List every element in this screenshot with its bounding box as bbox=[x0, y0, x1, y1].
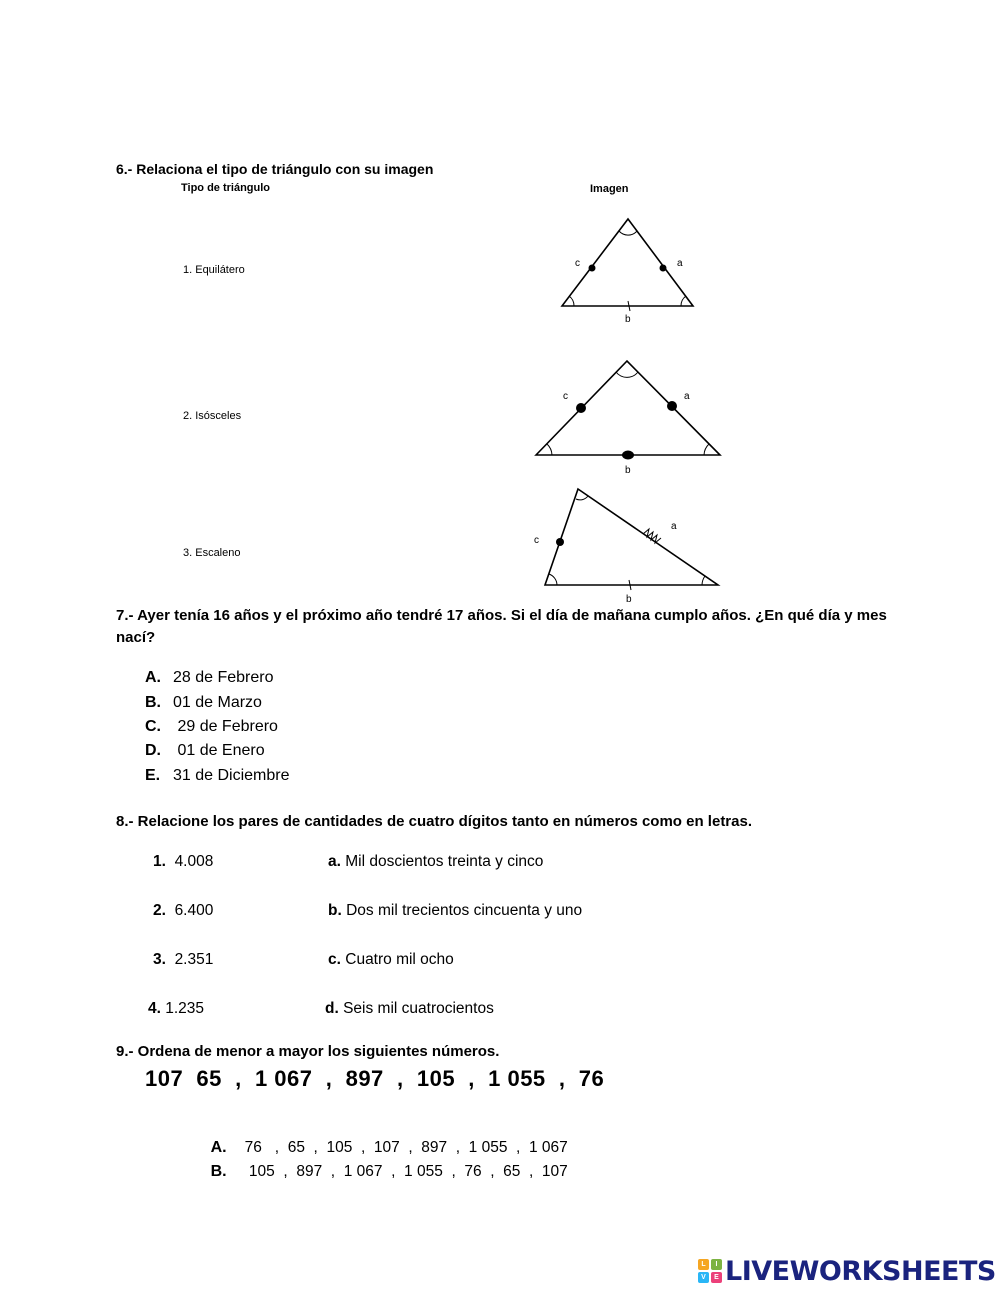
triangle-2-shape bbox=[536, 361, 720, 455]
triangle-3-label-c: c bbox=[534, 535, 539, 546]
q8-word-b bbox=[328, 902, 582, 920]
q7-title-line2: nací? bbox=[116, 629, 156, 646]
q9-option-a-text: 76 , 65 , 105 , 107 , 897 , 1 055 , 1 067 bbox=[244, 1139, 568, 1156]
logo-tile-l: L bbox=[698, 1259, 709, 1270]
triangle-2-label-a: a bbox=[684, 391, 690, 402]
triangle-1-left-angle bbox=[569, 296, 574, 306]
triangle-2-dot-a bbox=[667, 401, 677, 411]
q8-word-b-value: Dos mil trecientos cincuenta y uno bbox=[346, 902, 583, 919]
triangle-3-right-angle bbox=[702, 576, 705, 585]
triangle-3-label-b: b bbox=[626, 594, 632, 605]
triangle-1-label-b: b bbox=[625, 314, 631, 325]
q6-col-image-header: Imagen bbox=[590, 183, 629, 195]
logo-tile-v: V bbox=[698, 1272, 709, 1283]
triangle-image-3 bbox=[525, 482, 740, 607]
q7-option-e-text: 31 de Diciembre bbox=[173, 767, 290, 784]
q7-option-c-text: 29 de Febrero bbox=[173, 718, 278, 735]
q9-option-b-text: 105 , 897 , 1 067 , 1 055 , 76 , 65 , 107 bbox=[244, 1163, 568, 1180]
q8-number-3-value: 2.351 bbox=[174, 951, 214, 968]
q8-word-a-index: a. bbox=[328, 853, 341, 870]
q8-number-1 bbox=[153, 853, 213, 871]
q7-option-c[interactable] bbox=[145, 718, 278, 736]
q7-option-a[interactable] bbox=[145, 669, 274, 687]
q8-number-2 bbox=[153, 902, 213, 920]
q6-item-isosceles: 2. Isósceles bbox=[183, 410, 242, 422]
q7-option-e-letter: E. bbox=[145, 767, 161, 784]
triangle-3-label-a: a bbox=[671, 521, 677, 532]
logo-text: LIVEWORKSHEETS bbox=[725, 1255, 996, 1287]
q8-word-c-index: c. bbox=[328, 951, 341, 968]
q6-title: 6.- Relaciona el tipo de triángulo con su imagen bbox=[116, 161, 434, 177]
logo-tile-e: E bbox=[711, 1272, 722, 1283]
triangle-2-dot-c bbox=[576, 403, 586, 413]
q6-item-equilatero: 1. Equilátero bbox=[183, 264, 245, 276]
triangle-2-left-angle bbox=[547, 444, 552, 455]
q8-word-c bbox=[328, 951, 454, 969]
triangle-1-shape bbox=[562, 219, 693, 306]
triangle-1-dot-c bbox=[589, 265, 596, 272]
q9-option-b[interactable] bbox=[202, 1145, 568, 1181]
q8-number-1-index: 1. bbox=[153, 853, 166, 870]
q7-option-b-text: 01 de Marzo bbox=[173, 694, 262, 711]
q7-option-d[interactable] bbox=[145, 742, 265, 760]
q7-option-d-letter: D. bbox=[145, 742, 161, 759]
triangle-2-right-angle bbox=[704, 444, 709, 455]
q8-word-a bbox=[328, 853, 543, 871]
triangle-3-shape bbox=[545, 489, 718, 585]
triangle-1-label-c: c bbox=[575, 258, 580, 269]
q8-number-4-index: 4. bbox=[148, 1000, 161, 1017]
q7-option-b[interactable] bbox=[145, 694, 262, 712]
q8-number-4 bbox=[148, 1000, 204, 1018]
triangle-3-top-angle bbox=[576, 496, 588, 500]
q7-title-line1: 7.- Ayer tenía 16 años y el próximo año tendré 17 años. Si el día de mañana cumplo años. ¿En qué día y mes bbox=[116, 607, 887, 624]
triangle-image-1 bbox=[540, 200, 730, 330]
q9-title: 9.- Ordena de menor a mayor los siguientes números. bbox=[116, 1043, 500, 1060]
q7-option-c-letter: C. bbox=[145, 718, 161, 735]
logo-tiles-icon bbox=[698, 1259, 722, 1283]
q9-option-b-letter: B. bbox=[210, 1163, 227, 1180]
q6-col-type-header: Tipo de triángulo bbox=[181, 182, 271, 194]
triangle-1-dot-a bbox=[660, 265, 667, 272]
q7-option-d-text: 01 de Enero bbox=[173, 742, 265, 759]
q8-number-3-index: 3. bbox=[153, 951, 166, 968]
triangle-3-dot-c bbox=[556, 538, 564, 546]
q8-word-d-value: Seis mil cuatrocientos bbox=[343, 1000, 494, 1017]
q7-option-a-letter: A. bbox=[145, 669, 161, 686]
q8-word-a-value: Mil doscientos treinta y cinco bbox=[345, 853, 544, 870]
q8-title: 8.- Relacione los pares de cantidades de cuatro dígitos tanto en números como en letras. bbox=[116, 813, 752, 830]
triangle-2-top-angle bbox=[616, 372, 638, 377]
q8-number-4-value: 1.235 bbox=[165, 1000, 205, 1017]
q8-number-1-value: 4.008 bbox=[174, 853, 214, 870]
q7-option-a-text: 28 de Febrero bbox=[173, 669, 274, 686]
q8-word-d-index: d. bbox=[325, 1000, 339, 1017]
q9-option-a-letter: A. bbox=[210, 1139, 227, 1156]
q8-number-2-index: 2. bbox=[153, 902, 166, 919]
triangle-2-dot-b bbox=[622, 451, 634, 460]
q9-numbers: 107 65 , 1 067 , 897 , 105 , 1 055 , 76 bbox=[145, 1066, 605, 1091]
q8-number-3 bbox=[153, 951, 213, 969]
q8-word-c-value: Cuatro mil ocho bbox=[345, 951, 454, 968]
triangle-image-2 bbox=[520, 345, 740, 480]
triangle-1-right-angle bbox=[681, 296, 686, 306]
logo-tile-i: I bbox=[711, 1259, 722, 1270]
q7-option-e[interactable] bbox=[145, 767, 290, 785]
triangle-2-label-c: c bbox=[563, 391, 568, 402]
triangle-1-label-a: a bbox=[677, 258, 683, 269]
liveworksheets-logo bbox=[698, 1255, 996, 1287]
q8-word-d bbox=[325, 1000, 494, 1018]
triangle-3-left-angle bbox=[549, 574, 557, 585]
triangle-1-top-angle bbox=[619, 231, 637, 235]
triangle-2-label-b: b bbox=[625, 465, 631, 476]
q8-word-b-index: b. bbox=[328, 902, 342, 919]
q6-item-escaleno: 3. Escaleno bbox=[183, 547, 241, 559]
q7-option-b-letter: B. bbox=[145, 694, 161, 711]
q8-number-2-value: 6.400 bbox=[174, 902, 214, 919]
